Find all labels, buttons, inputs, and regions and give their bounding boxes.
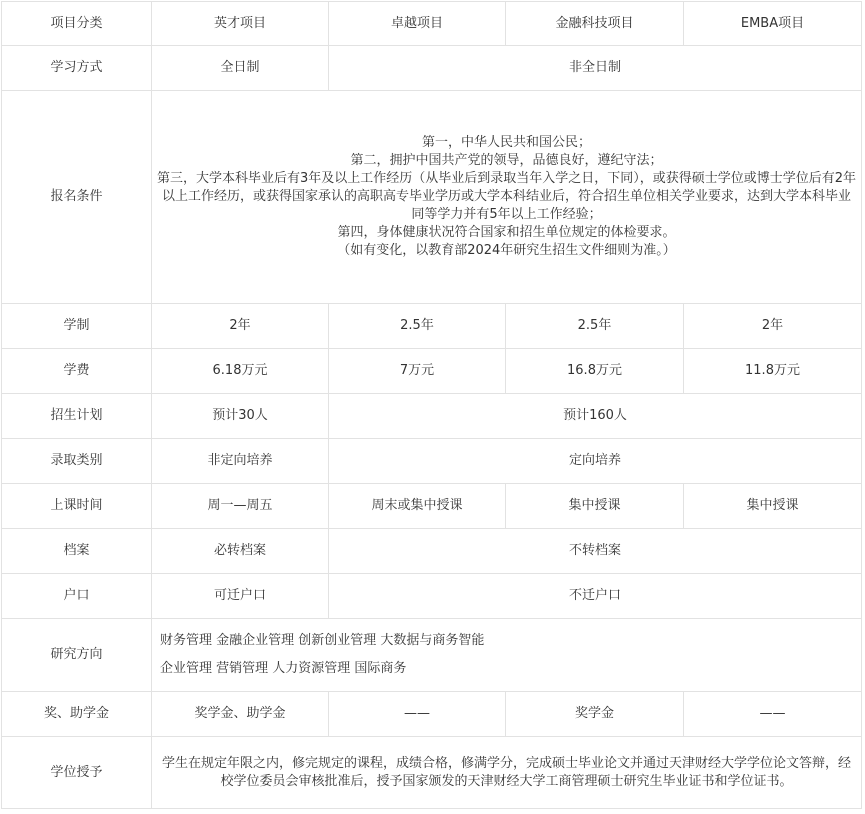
admission-fulltime: 非定向培养 <box>152 439 329 484</box>
research-line-1: 财务管理 金融企业管理 创新创业管理 大数据与商务智能 <box>160 633 485 648</box>
program-zhuoyue: 卓越项目 <box>329 2 506 46</box>
row-label-research: 研究方向 <box>2 619 152 692</box>
row-label-scholarship: 奖、助学金 <box>2 692 152 737</box>
eligibility-text <box>152 91 862 304</box>
duration-yingcai: 2年 <box>152 304 329 349</box>
row-scholarship <box>2 692 862 737</box>
archive-parttime: 不转档案 <box>329 529 862 574</box>
row-label-degree: 学位授予 <box>2 737 152 809</box>
program-yingcai: 英才项目 <box>152 2 329 46</box>
row-duration <box>2 304 862 349</box>
program-emba: EMBA项目 <box>684 2 862 46</box>
duration-fintech: 2.5年 <box>506 304 684 349</box>
enrollment-parttime: 预计160人 <box>329 394 862 439</box>
scholarship-yingcai: 奖学金、助学金 <box>152 692 329 737</box>
scholarship-emba: —— <box>684 692 862 737</box>
row-degree <box>2 737 862 809</box>
row-category <box>2 2 862 46</box>
row-hukou <box>2 574 862 619</box>
row-eligibility <box>2 91 862 304</box>
duration-emba: 2年 <box>684 304 862 349</box>
eligibility-line-2: 第二，拥护中国共产党的领导，品德良好，遵纪守法； <box>350 153 663 168</box>
row-label-class-time: 上课时间 <box>2 484 152 529</box>
row-label-tuition: 学费 <box>2 349 152 394</box>
row-label-category: 项目分类 <box>2 2 152 46</box>
archive-fulltime: 必转档案 <box>152 529 329 574</box>
tuition-yingcai: 6.18万元 <box>152 349 329 394</box>
duration-zhuoyue: 2.5年 <box>329 304 506 349</box>
row-admission-type <box>2 439 862 484</box>
class-time-yingcai: 周一—周五 <box>152 484 329 529</box>
degree-text: 学生在规定年限之内，修完规定的课程，成绩合格，修满学分，完成硕士毕业论文并通过天津财经大学学位论文答辩，经校学位委员会审核批准后，授予国家颁发的天津财经大学工商管理硕士研究生毕业证书和学位证书。 <box>152 737 862 809</box>
research-directions <box>152 619 862 692</box>
row-research <box>2 619 862 692</box>
row-archive <box>2 529 862 574</box>
program-comparison-table <box>1 1 862 809</box>
row-label-hukou: 户口 <box>2 574 152 619</box>
class-time-emba: 集中授课 <box>684 484 862 529</box>
row-tuition <box>2 349 862 394</box>
row-label-eligibility: 报名条件 <box>2 91 152 304</box>
eligibility-line-4: 第四，身体健康状况符合国家和招生单位规定的体检要求。 <box>337 225 676 240</box>
research-line-2: 企业管理 营销管理 人力资源管理 国际商务 <box>160 661 407 676</box>
row-class-time <box>2 484 862 529</box>
scholarship-fintech: 奖学金 <box>506 692 684 737</box>
class-time-fintech: 集中授课 <box>506 484 684 529</box>
enrollment-fulltime: 预计30人 <box>152 394 329 439</box>
program-fintech: 金融科技项目 <box>506 2 684 46</box>
row-study-mode <box>2 46 862 91</box>
admission-parttime: 定向培养 <box>329 439 862 484</box>
eligibility-line-1: 第一，中华人民共和国公民； <box>421 135 591 150</box>
row-label-duration: 学制 <box>2 304 152 349</box>
eligibility-note: （如有变化，以教育部2024年研究生招生文件细则为准。） <box>337 243 676 258</box>
row-enrollment-plan <box>2 394 862 439</box>
tuition-emba: 11.8万元 <box>684 349 862 394</box>
tuition-fintech: 16.8万元 <box>506 349 684 394</box>
class-time-zhuoyue: 周末或集中授课 <box>329 484 506 529</box>
row-label-study-mode: 学习方式 <box>2 46 152 91</box>
scholarship-zhuoyue: —— <box>329 692 506 737</box>
study-mode-fulltime: 全日制 <box>152 46 329 91</box>
study-mode-parttime: 非全日制 <box>329 46 862 91</box>
row-label-enrollment-plan: 招生计划 <box>2 394 152 439</box>
tuition-zhuoyue: 7万元 <box>329 349 506 394</box>
hukou-parttime: 不迁户口 <box>329 574 862 619</box>
row-label-admission-type: 录取类别 <box>2 439 152 484</box>
row-label-archive: 档案 <box>2 529 152 574</box>
hukou-fulltime: 可迁户口 <box>152 574 329 619</box>
eligibility-line-3: 第三，大学本科毕业后有3年及以上工作经历（从毕业后到录取当年入学之日，下同），或获得硕士学位或博士学位后有2年以上工作经历，或获得国家承认的高职高专毕业学历或大学本科结业后，符合招生单位相关学业要求，达到大学本科毕业同等学力并有5年以上工作经验； <box>156 171 857 222</box>
